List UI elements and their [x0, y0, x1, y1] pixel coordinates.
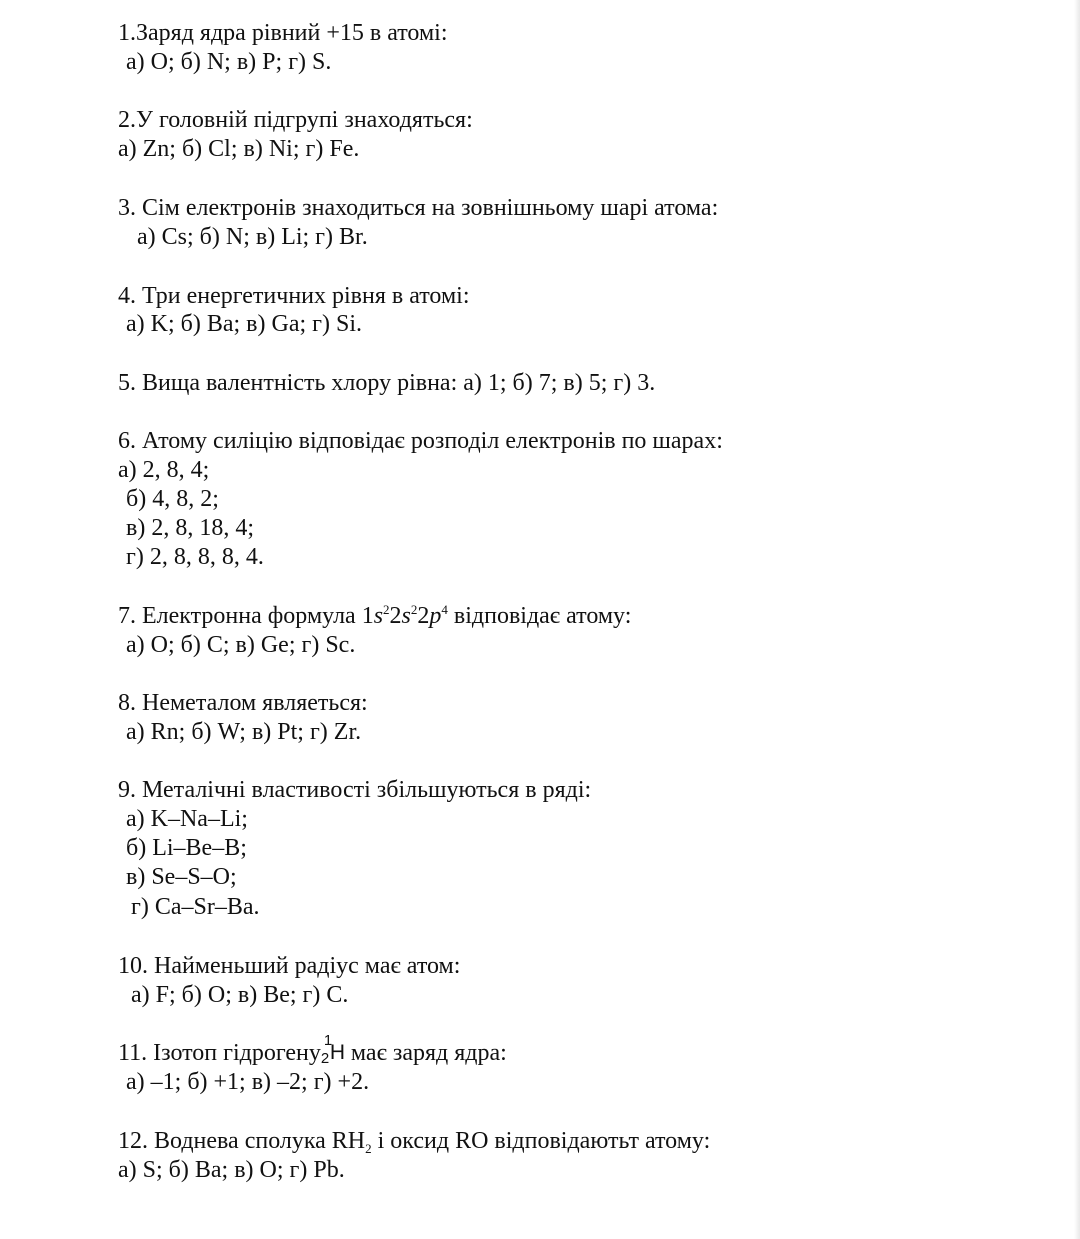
question-1-answers: а) O; б) N; в) P; г) S.	[126, 49, 332, 75]
question-9-answer-d: г) Ca–Sr–Ba.	[131, 894, 260, 920]
question-1: 1.Заряд ядра рівний +15 в атомі:	[118, 20, 448, 46]
question-6-answer-a: а) 2, 8, 4;	[118, 457, 210, 483]
question-9-answer-c: в) Se–S–O;	[126, 864, 237, 890]
question-7-text-post: відповідає атому:	[447, 603, 632, 629]
question-2-answers: а) Zn; б) Cl; в) Ni; г) Fe.	[118, 136, 360, 162]
question-6: 6. Атому силіцію відповідає розподіл електронів по шарах:	[118, 428, 723, 454]
question-11-text-post: має заряд ядра:	[344, 1040, 507, 1066]
question-7-text-pre: 7. Електронна формула	[118, 603, 362, 629]
question-6-answer-c: в) 2, 8, 18, 4;	[126, 515, 254, 541]
question-6-answer-d: г) 2, 8, 8, 8, 4.	[126, 544, 264, 570]
question-12-text-post: і оксид RO відповідаютьт атому:	[371, 1128, 711, 1154]
question-9-answer-a: а) K–Na–Li;	[126, 806, 248, 832]
question-7	[118, 602, 631, 630]
question-3: 3. Сім електронів знаходиться на зовнішньому шарі атома:	[118, 195, 719, 221]
question-9: 9. Металічні властивості збільшуються в ряді:	[118, 777, 592, 803]
question-11	[118, 1032, 507, 1067]
electron-formula: $1s^22s^22p^4$	[361, 602, 448, 629]
question-8-answers: а) Rn; б) W; в) Pt; г) Zr.	[126, 719, 362, 745]
hydrogen-isotope-notation: 1 2 H	[320, 1032, 346, 1067]
question-12-text-pre: 12. Воднева сполука RH	[118, 1128, 366, 1154]
question-10: 10. Найменьший радіус має атом:	[118, 953, 461, 979]
question-8: 8. Неметалом являеться:	[118, 690, 368, 716]
question-9-answer-b: б) Li–Be–B;	[126, 835, 247, 861]
question-12-answers: а) S; б) Ba; в) O; г) Pb.	[118, 1157, 345, 1183]
question-10-answers: а) F; б) O; в) Be; г) C.	[131, 982, 349, 1008]
question-5: 5. Вища валентність хлору рівна: а) 1; б) 7; в) 5; г) 3.	[118, 370, 656, 396]
question-3-answers: а) Cs; б) N; в) Li; г) Br.	[137, 224, 368, 250]
question-7-answers: а) O; б) C; в) Ge; г) Sc.	[126, 632, 356, 658]
question-2: 2.У головній підгрупі знаходяться:	[118, 107, 473, 133]
question-12	[118, 1127, 710, 1155]
question-4: 4. Три енергетичних рівня в атомі:	[118, 283, 470, 309]
rh-subscript: 2	[365, 1141, 372, 1156]
question-6-answer-b: б) 4, 8, 2;	[126, 486, 219, 512]
question-11-answers: а) –1; б) +1; в) –2; г) +2.	[126, 1069, 370, 1095]
question-4-answers: а) K; б) Ba; в) Ga; г) Si.	[126, 311, 363, 337]
question-11-text-pre: 11. Ізотоп гідрогену	[118, 1040, 321, 1066]
page-edge-shadow	[1074, 0, 1080, 1239]
